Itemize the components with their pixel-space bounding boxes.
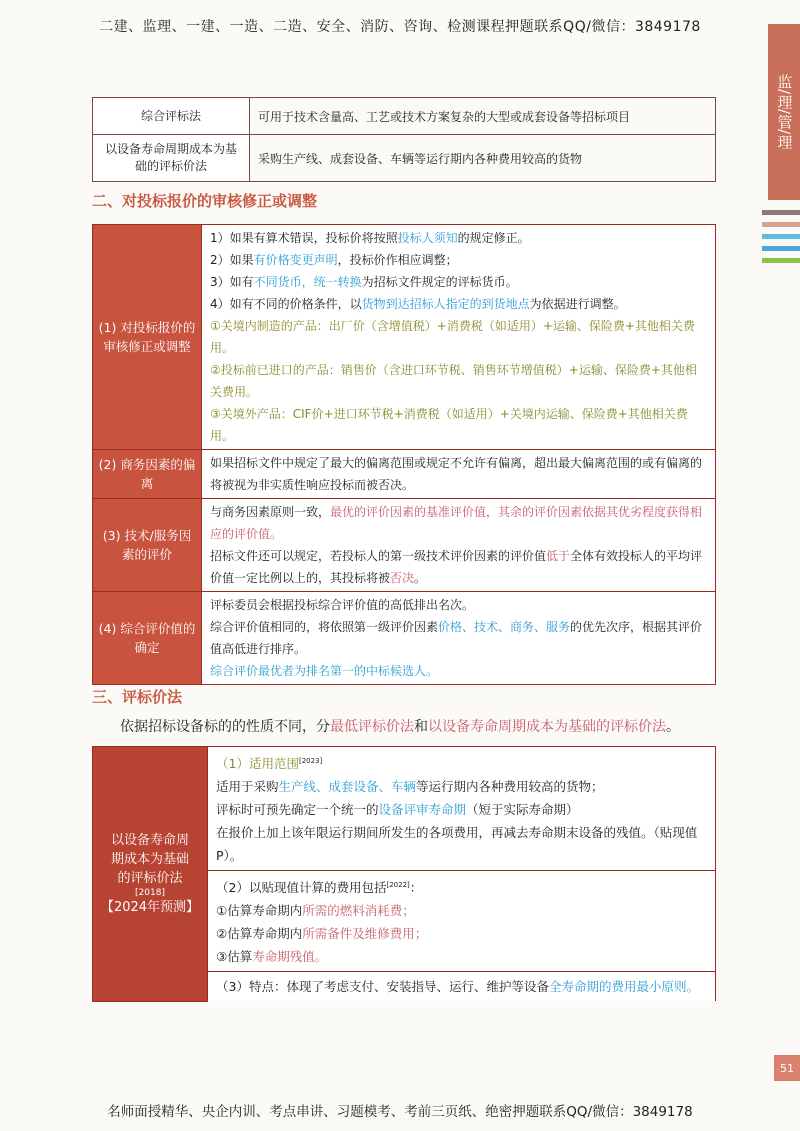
list-item: ②估算寿命期内所需备件及维修费用； xyxy=(216,926,428,942)
chapter-tab-label: 监/理/管/理 xyxy=(775,74,794,150)
method-content: 可用于技术含量高、工艺或技术方案复杂的大型或成套设备等招标项目 xyxy=(250,98,716,135)
row-label: (1) 对投标报价的审核修正或调整 xyxy=(93,225,202,450)
table-row xyxy=(93,450,716,499)
text-line: 1）如果有算术错误，投标价将按照投标人须知的规定修正。 xyxy=(210,231,530,245)
chapter-tab xyxy=(768,24,800,200)
highlight: 寿命期残值。 xyxy=(252,949,328,965)
section-intro: 依据招标设备标的的性质不同，分最低评标价法和以设备寿命周期成本为基础的评标价法。 xyxy=(120,719,680,735)
table-row xyxy=(93,747,716,871)
highlight: 设备评审寿命期 xyxy=(378,802,467,818)
stripe-decor xyxy=(762,258,800,263)
section-title-3: 三、评标价法 xyxy=(92,688,183,706)
label-text: 以设备寿命周期成本为基础的评标价法 xyxy=(110,832,189,886)
highlight: 价格、技术、商务、服务 xyxy=(438,620,571,634)
block-scope xyxy=(208,747,716,871)
block-heading: （2）以贴现值计算的费用包括[2022]： xyxy=(216,880,423,896)
highlight: 生产线、成套设备、车辆 xyxy=(278,779,417,795)
text-line: 招标文件还可以规定，若投标人的第一级技术评价因素的评价值低于全体有效投标人的平均评价值一定比例以上的，其投标将被否决。 xyxy=(210,549,703,585)
year-tag: [2018] xyxy=(135,887,165,898)
text-line: 综合评价值相同的，将依照第一级评价因素价格、技术、商务、服务的优先次序，根据其评价值高低进行排序。 xyxy=(210,620,703,656)
row-label: (2) 商务因素的偏离 xyxy=(93,450,202,499)
page-footer: 名师面授精华、央企内训、考点串讲、习题模考、考前三页纸、绝密押题联系QQ/微信：3849178 xyxy=(107,1104,693,1120)
row-content xyxy=(202,499,716,592)
table-row xyxy=(93,98,716,135)
text-line: 在报价上加上该年限运行期间所发生的各项费用，再减去寿命期末设备的残值。（贴现值P）。 xyxy=(216,825,698,864)
text-line: 评标委员会根据投标综合评价值的高低排出名次。 xyxy=(210,598,475,612)
highlight: 所需的燃料消耗费； xyxy=(302,903,415,919)
text-line: 与商务因素原则一致，最优的评价因素的基准评价值，其余的评价因素依据其优劣程度获得相应的评价值。 xyxy=(210,505,703,541)
stripe-decor xyxy=(762,246,800,251)
block-heading: （1）适用范围[2023] xyxy=(216,756,323,772)
text-line: 综合评价最优者为排名第一的中标候选人。 xyxy=(210,664,439,678)
text-line: ③关境外产品：CIF价+进口环节税+消费税（如适用）+关境内运输、保险费+其他相关费用。 xyxy=(210,407,688,443)
highlight: 全寿命期的费用最小原则。 xyxy=(548,979,699,995)
block-features: （3）特点：体现了考虑支付、安装指导、运行、维护等设备全寿命期的费用最小原则。 xyxy=(208,972,716,1002)
stripe-decor xyxy=(762,210,800,215)
price-review-table xyxy=(92,224,716,685)
block-costs xyxy=(208,871,716,972)
stripe-decor xyxy=(762,234,800,239)
text-line: ②投标前已进口的产品：销售价（含进口环节税、销售环节增值税）+运输、保险费+其他相关费用。 xyxy=(210,363,697,399)
method-label: 综合评标法 xyxy=(93,98,250,135)
lifecycle-table xyxy=(92,746,716,1002)
text-line: 4）如有不同的价格条件，以货物到达招标人指定的到货地点为依据进行调整。 xyxy=(210,297,626,311)
text-line: ①关境内制造的产品：出厂价（含增值税）+消费税（如适用）+运输、保险费+其他相关费用。 xyxy=(210,319,695,355)
highlight: 有价格变更声明 xyxy=(253,253,338,267)
highlight: 所需备件及维修费用； xyxy=(302,926,428,942)
table-row xyxy=(93,135,716,182)
section-title-2: 二、对投标报价的审核修正或调整 xyxy=(92,192,318,210)
text-line: 评标时可预先确定一个统一的设备评审寿命期（短于实际寿命期） xyxy=(216,802,579,818)
text-line: 适用于采购生产线、成套设备、车辆等运行期内各种费用较高的货物； xyxy=(216,779,604,795)
highlight: 以设备寿命周期成本为基础的评标价法 xyxy=(428,719,666,735)
table-row xyxy=(93,499,716,592)
highlight: 最优的评价因素的基准评价值，其余的评价因素依据其优劣程度获得相应的评价值。 xyxy=(210,505,703,541)
table-row xyxy=(93,592,716,685)
forecast-tag: 【2024年预测】 xyxy=(100,899,200,915)
text-line: 2）如果有价格变更声明，投标价作相应调整； xyxy=(210,253,458,267)
method-content: 采购生产线、成套设备、车辆等运行期内各种费用较高的货物 xyxy=(250,135,716,182)
page-header: 二建、监理、一建、一造、二造、安全、消防、咨询、检测课程押题联系QQ/微信：3849178 xyxy=(99,19,701,35)
text-line: 3）如有不同货币，统一转换为招标文件规定的评标货币。 xyxy=(210,275,518,289)
highlight: 低于 xyxy=(546,549,571,563)
table-row xyxy=(93,225,716,450)
highlight: 最低评标价法 xyxy=(330,719,414,735)
year-tag: [2022] xyxy=(386,881,410,890)
stripe-decor xyxy=(762,222,800,227)
row-label xyxy=(93,747,208,1002)
year-tag: [2023] xyxy=(298,757,323,765)
highlight: 投标人须知 xyxy=(397,231,458,245)
highlight: 货物到达招标人指定的到货地点 xyxy=(361,297,530,311)
row-label: (3) 技术/服务因素的评价 xyxy=(93,499,202,592)
method-table xyxy=(92,97,716,182)
highlight: 不同货币，统一转换 xyxy=(253,275,362,289)
list-item: ③估算寿命期残值。 xyxy=(216,949,328,965)
list-item: ①估算寿命期内所需的燃料消耗费； xyxy=(216,903,415,919)
highlight: 否决 xyxy=(390,571,415,585)
row-content: 如果招标文件中规定了最大的偏离范围或规定不允许有偏离，超出最大偏离范围的或有偏离的将被视为非实质性响应投标而被否决。 xyxy=(202,450,716,499)
page-number: 51 xyxy=(774,1055,800,1081)
method-label: 以设备寿命周期成本为基础的评标价法 xyxy=(93,135,250,182)
row-label: (4) 综合评价值的确定 xyxy=(93,592,202,685)
row-content xyxy=(202,592,716,685)
row-content xyxy=(202,225,716,450)
